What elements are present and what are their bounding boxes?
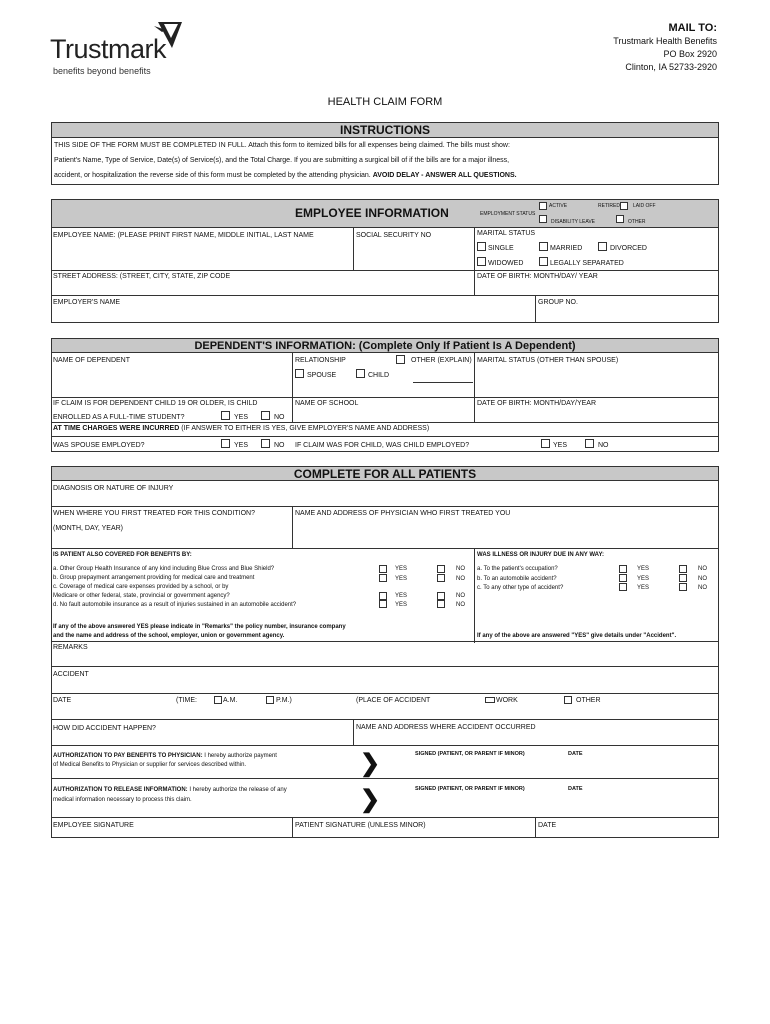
auth-pay-text: AUTHORIZATION TO PAY BENEFITS TO PHYSICIAN: I hereby authorize payment: [53, 753, 277, 759]
auth-release-text: AUTHORIZATION TO RELEASE INFORMATION: I hereby authorize the release of any: [53, 787, 287, 793]
physician-label: NAME AND ADDRESS OF PHYSICIAN WHO FIRST TREATED YOU: [295, 510, 511, 517]
time-am-label: A.M.: [223, 697, 238, 704]
instructions-line3: accident, or hospitalization the reverse side of this form must be completed by the attending physician. AVOID DELAY - ANSWER ALL QUESTIONS.: [54, 172, 517, 179]
covered-item-d: d. No fault automobile insurance as a result of injuries sustained in an automobile accident?: [53, 602, 297, 608]
covered-b-no-checkbox[interactable]: [437, 574, 445, 582]
mail-to-line3: Clinton, IA 52733-2920: [625, 62, 717, 72]
ssn-label: SOCIAL SECURITY NO: [356, 232, 432, 239]
cause-c-yes-checkbox[interactable]: [619, 583, 627, 591]
how-accident-label: HOW DID ACCIDENT HAPPEN?: [53, 725, 156, 732]
employment-status-label: EMPLOYMENT STATUS: [480, 211, 536, 217]
remarks-note-1: If any of the above answered YES please indicate in "Remarks" the policy number, insurance company: [53, 624, 346, 630]
remarks-note-2: and the name and address of the school, employer, union or government agency.: [53, 633, 285, 639]
marital-divorced-label: DIVORCED: [610, 245, 647, 252]
cause-c-no-checkbox[interactable]: [679, 583, 687, 591]
place-other-label: OTHER: [576, 697, 601, 704]
place-of-accident-label: (PLACE OF ACCIDENT: [356, 697, 431, 704]
covered-a-no-label: NO: [456, 566, 465, 572]
relationship-label: RELATIONSHIP: [295, 357, 346, 364]
spouse-employed-no-checkbox[interactable]: [261, 439, 270, 448]
child-employed-yes-label: YES: [553, 442, 568, 449]
logo-tagline: benefits beyond benefits: [53, 66, 151, 76]
cause-b-no-label: NO: [698, 576, 707, 582]
marital-married-label: MARRIED: [550, 245, 583, 252]
trustmark-logo: [50, 20, 190, 78]
mail-to-line1: Trustmark Health Benefits: [613, 36, 717, 46]
signature-date-label: DATE: [538, 822, 557, 829]
marital-widowed-checkbox[interactable]: [477, 257, 486, 266]
covered-c-yes-label: YES: [395, 593, 408, 599]
marital-separated-label: LEGALLY SEPARATED: [550, 260, 624, 267]
spouse-employed-yes-label: YES: [234, 442, 249, 449]
time-charges-label: AT TIME CHARGES WERE INCURRED (IF ANSWER TO EITHER IS YES, GIVE EMPLOYER'S NAME AND ADDRESS): [53, 425, 430, 432]
accident-cause-a: a. To the patient's occupation?: [477, 566, 558, 572]
cause-b-no-checkbox[interactable]: [679, 574, 687, 582]
time-am-checkbox[interactable]: [214, 696, 222, 704]
marital-single-label: SINGLE: [488, 245, 514, 252]
auth-release-date-label: DATE: [568, 786, 583, 792]
cause-c-no-label: NO: [698, 585, 707, 591]
relationship-other-checkbox[interactable]: [396, 355, 405, 364]
student-yes-checkbox[interactable]: [221, 411, 230, 420]
child-employed-no-checkbox[interactable]: [585, 439, 594, 448]
status-other-checkbox[interactable]: [616, 215, 624, 223]
place-work-label: WORK: [496, 697, 518, 704]
covered-item-b: b. Group prepayment arrangement providing for medical care and treatment: [53, 575, 255, 581]
mail-to-label: MAIL TO:: [668, 22, 717, 34]
accident-note: If any of the above are answered "YES" give details under "Accident".: [477, 633, 677, 639]
covered-c-no-checkbox[interactable]: [437, 592, 445, 600]
status-laidoff-label: LAID OFF: [633, 203, 656, 209]
cause-b-yes-checkbox[interactable]: [619, 574, 627, 582]
mail-to-block: [613, 22, 717, 74]
cause-a-no-checkbox[interactable]: [679, 565, 687, 573]
cause-b-yes-label: YES: [637, 576, 650, 582]
marital-separated-checkbox[interactable]: [539, 257, 548, 266]
street-address-label: STREET ADDRESS: (STREET, CITY, STATE, ZIP CODE: [53, 273, 231, 280]
covered-a-no-checkbox[interactable]: [437, 565, 445, 573]
first-treated-mdy: (MONTH, DAY, YEAR): [53, 525, 124, 532]
covered-item-c: c. Coverage of medical care expenses provided by a school, or by: [53, 584, 229, 590]
accident-cause-b: b. To an automobile accident?: [477, 576, 557, 582]
student-no-checkbox[interactable]: [261, 411, 270, 420]
accident-cause-c: c. To any other type of accident?: [477, 585, 564, 591]
auth-release-signed-label: SIGNED (PATIENT, OR PARENT IF MINOR): [415, 786, 525, 792]
relationship-child-checkbox[interactable]: [356, 369, 365, 378]
time-pm-label: P.M.): [276, 697, 292, 704]
covered-d-no-label: NO: [456, 602, 465, 608]
auth-release-arrow-icon: ❯: [360, 786, 381, 813]
diagnosis-label: DIAGNOSIS OR NATURE OF INJURY: [53, 485, 174, 492]
auth-pay-arrow-icon: ❯: [360, 750, 381, 777]
relationship-other-label: OTHER (EXPLAIN): [411, 357, 472, 364]
instructions-line2: Patient's Name, Type of Service, Date(s) of Service(s), and the Total Charge. If you are submitting a surgical bill of if the bills are for a major illness,: [54, 157, 510, 164]
instructions-header: INSTRUCTIONS: [51, 122, 719, 138]
covered-d-yes-checkbox[interactable]: [379, 600, 387, 608]
status-disability-checkbox[interactable]: [539, 215, 547, 223]
dependent-header: DEPENDENT'S INFORMATION: (Complete Only If Patient Is A Dependent): [51, 338, 719, 353]
auth-pay-date-label: DATE: [568, 751, 583, 757]
marital-widowed-label: WIDOWED: [488, 260, 524, 267]
spouse-employed-yes-checkbox[interactable]: [221, 439, 230, 448]
accident-location-label: NAME AND ADDRESS WHERE ACCIDENT OCCURRED: [356, 724, 536, 731]
dependent-dob-label: DATE OF BIRTH: MONTH/DAY/YEAR: [477, 400, 597, 407]
covered-item-a: a. Other Group Health Insurance of any kind including Blue Cross and Blue Shield?: [53, 566, 275, 572]
employer-name-label: EMPLOYER'S NAME: [53, 299, 121, 306]
first-treated-label: WHEN WHERE YOU FIRST TREATED FOR THIS CONDITION?: [53, 510, 255, 517]
auth-pay-signed-label: SIGNED (PATIENT, OR PARENT IF MINOR): [415, 751, 525, 757]
status-retired-label: RETIRED: [598, 203, 620, 209]
child19-line1: IF CLAIM IS FOR DEPENDENT CHILD 19 OR OLDER, IS CHILD: [53, 400, 258, 407]
cause-a-no-label: NO: [698, 566, 707, 572]
covered-d-no-checkbox[interactable]: [437, 600, 445, 608]
auth-release-line2: medical information necessary to process this claim.: [53, 797, 192, 803]
group-no-label: GROUP NO.: [538, 299, 578, 306]
all-patients-header: COMPLETE FOR ALL PATIENTS: [51, 466, 719, 481]
dependent-marital-label: MARITAL STATUS (OTHER THAN SPOUSE): [477, 357, 619, 364]
accident-date-label: DATE: [53, 697, 72, 704]
spouse-employed-no-label: NO: [274, 442, 285, 449]
dependent-name-label: NAME OF DEPENDENT: [53, 357, 131, 364]
employee-dob-label: DATE OF BIRTH: MONTH/DAY/ YEAR: [477, 273, 598, 280]
covered-item-c2: Medicare or other federal, state, provincial or government agency?: [53, 593, 230, 599]
covered-d-yes-label: YES: [395, 602, 408, 608]
place-work-checkbox[interactable]: [485, 697, 495, 703]
covered-header: IS PATIENT ALSO COVERED FOR BENEFITS BY:: [53, 552, 192, 558]
relationship-spouse-checkbox[interactable]: [295, 369, 304, 378]
auth-pay-line2: of Medical Benefits to Physician or supplier for services described within.: [53, 762, 247, 768]
patient-signature-label: PATIENT SIGNATURE (UNLESS MINOR): [295, 822, 426, 829]
covered-b-yes-checkbox[interactable]: [379, 574, 387, 582]
marital-divorced-checkbox[interactable]: [598, 242, 607, 251]
relationship-spouse-label: SPOUSE: [307, 372, 337, 379]
status-retired-checkbox[interactable]: [620, 202, 628, 210]
place-other-checkbox[interactable]: [564, 696, 572, 704]
status-other-label: OTHER: [628, 219, 646, 225]
covered-b-yes-label: YES: [395, 576, 408, 582]
accident-cause-header: WAS ILLNESS OR INJURY DUE IN ANY WAY:: [477, 552, 605, 558]
time-pm-checkbox[interactable]: [266, 696, 274, 704]
status-active-checkbox[interactable]: [539, 202, 547, 210]
accident-label: ACCIDENT: [53, 671, 89, 678]
child19-line2: ENROLLED AS A FULL-TIME STUDENT?: [53, 414, 185, 421]
child-employed-no-label: NO: [598, 442, 609, 449]
relationship-child-label: CHILD: [368, 372, 390, 379]
cause-a-yes-label: YES: [637, 566, 650, 572]
spouse-employed-label: WAS SPOUSE EMPLOYED?: [53, 442, 145, 449]
covered-a-yes-label: YES: [395, 566, 408, 572]
status-disability-label: DISABILITY LEAVE: [551, 219, 596, 225]
child-employed-label: IF CLAIM WAS FOR CHILD, WAS CHILD EMPLOYED?: [295, 442, 470, 449]
covered-c-yes-checkbox[interactable]: [379, 592, 387, 600]
marital-status-label: MARITAL STATUS: [477, 230, 536, 237]
remarks-label: REMARKS: [53, 644, 88, 651]
instructions-line1: THIS SIDE OF THE FORM MUST BE COMPLETED IN FULL. Attach this form to itemized bills for all expenses being claimed. The bills must show:: [54, 142, 510, 149]
cause-c-yes-label: YES: [637, 585, 650, 591]
covered-c-no-label: NO: [456, 593, 465, 599]
student-no-label: NO: [274, 414, 285, 421]
school-name-label: NAME OF SCHOOL: [295, 400, 359, 407]
covered-a-yes-checkbox[interactable]: [379, 565, 387, 573]
cause-a-yes-checkbox[interactable]: [619, 565, 627, 573]
accident-time-label: (TIME:: [176, 697, 197, 704]
student-yes-label: YES: [234, 414, 249, 421]
employee-signature-label: EMPLOYEE SIGNATURE: [53, 822, 134, 829]
marital-married-checkbox[interactable]: [539, 242, 548, 251]
marital-single-checkbox[interactable]: [477, 242, 486, 251]
child-employed-yes-checkbox[interactable]: [541, 439, 550, 448]
logo-text: Trustmark: [50, 34, 166, 64]
mail-to-line2: PO Box 2920: [663, 49, 717, 59]
all-patients-section: [51, 480, 719, 838]
employee-name-label: EMPLOYEE NAME: (PLEASE PRINT FIRST NAME, MIDDLE INITIAL, LAST NAME: [53, 232, 314, 239]
status-active-label: ACTIVE: [549, 203, 568, 209]
form-title: HEALTH CLAIM FORM: [327, 96, 443, 108]
covered-b-no-label: NO: [456, 576, 465, 582]
employee-header: EMPLOYEE INFORMATION: [295, 206, 449, 220]
